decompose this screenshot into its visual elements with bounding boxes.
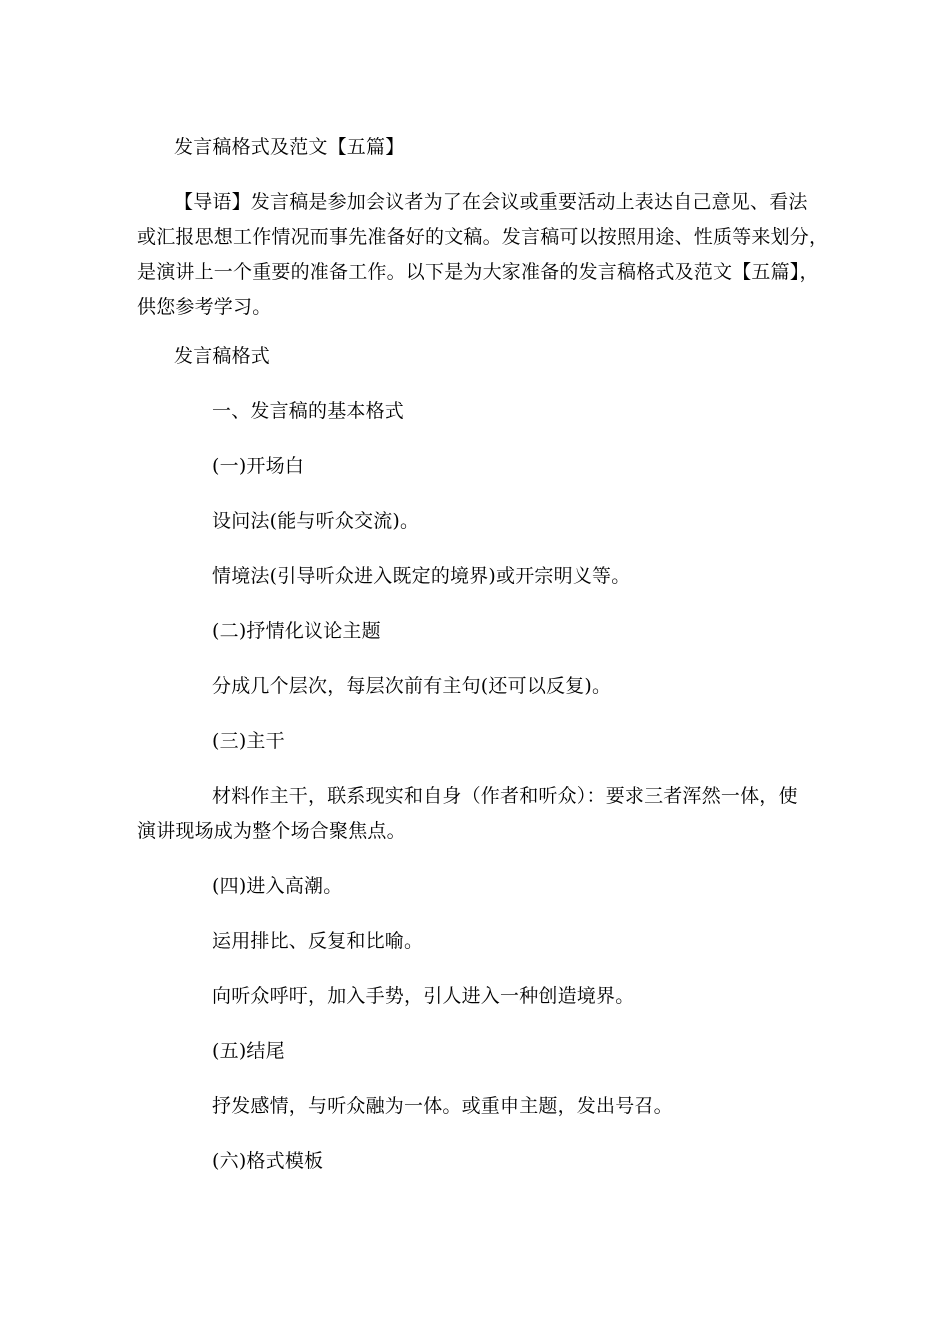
item-heading-opening: (一)开场白 xyxy=(212,455,305,477)
intro-paragraph-line-4: 供您参考学习。 xyxy=(137,296,272,318)
item-text: 演讲现场成为整个场合聚焦点。 xyxy=(137,820,406,842)
item-text: 运用排比、反复和比喻。 xyxy=(212,930,424,952)
item-text: 设问法(能与听众交流)。 xyxy=(212,510,420,532)
item-heading-ending: (五)结尾 xyxy=(212,1040,285,1062)
intro-paragraph-line-3: 是演讲上一个重要的准备工作。以下是为大家准备的发言稿格式及范文【五篇】， xyxy=(137,261,819,283)
item-heading-climax: (四)进入高潮。 xyxy=(212,875,343,897)
item-text: 分成几个层次，每层次前有主句(还可以反复)。 xyxy=(212,675,612,697)
item-text: 材料作主干，联系现实和自身（作者和听众）：要求三者浑然一体，使 xyxy=(212,785,798,807)
section-heading: 发言稿格式 xyxy=(174,345,271,367)
intro-paragraph-line-2: 或汇报思想工作情况而事先准备好的文稿。发言稿可以按照用途、性质等来划分， xyxy=(137,226,829,248)
subsection-heading: 一、发言稿的基本格式 xyxy=(212,400,405,422)
intro-paragraph-line-1: 【导语】发言稿是参加会议者为了在会议或重要活动上表达自己意见、看法 xyxy=(174,191,808,213)
item-heading-template: (六)格式模板 xyxy=(212,1150,324,1172)
item-text: 向听众呼吁，加入手势，引人进入一种创造境界。 xyxy=(212,985,635,1007)
document-title: 发言稿格式及范文【五篇】 xyxy=(174,136,405,158)
item-heading-main-body: (三)主干 xyxy=(212,730,285,752)
item-heading-theme: (二)抒情化议论主题 xyxy=(212,620,381,642)
item-text: 情境法(引导听众进入既定的境界)或开宗明义等。 xyxy=(212,565,631,587)
item-text: 抒发感情，与听众融为一体。或重申主题，发出号召。 xyxy=(212,1095,673,1117)
